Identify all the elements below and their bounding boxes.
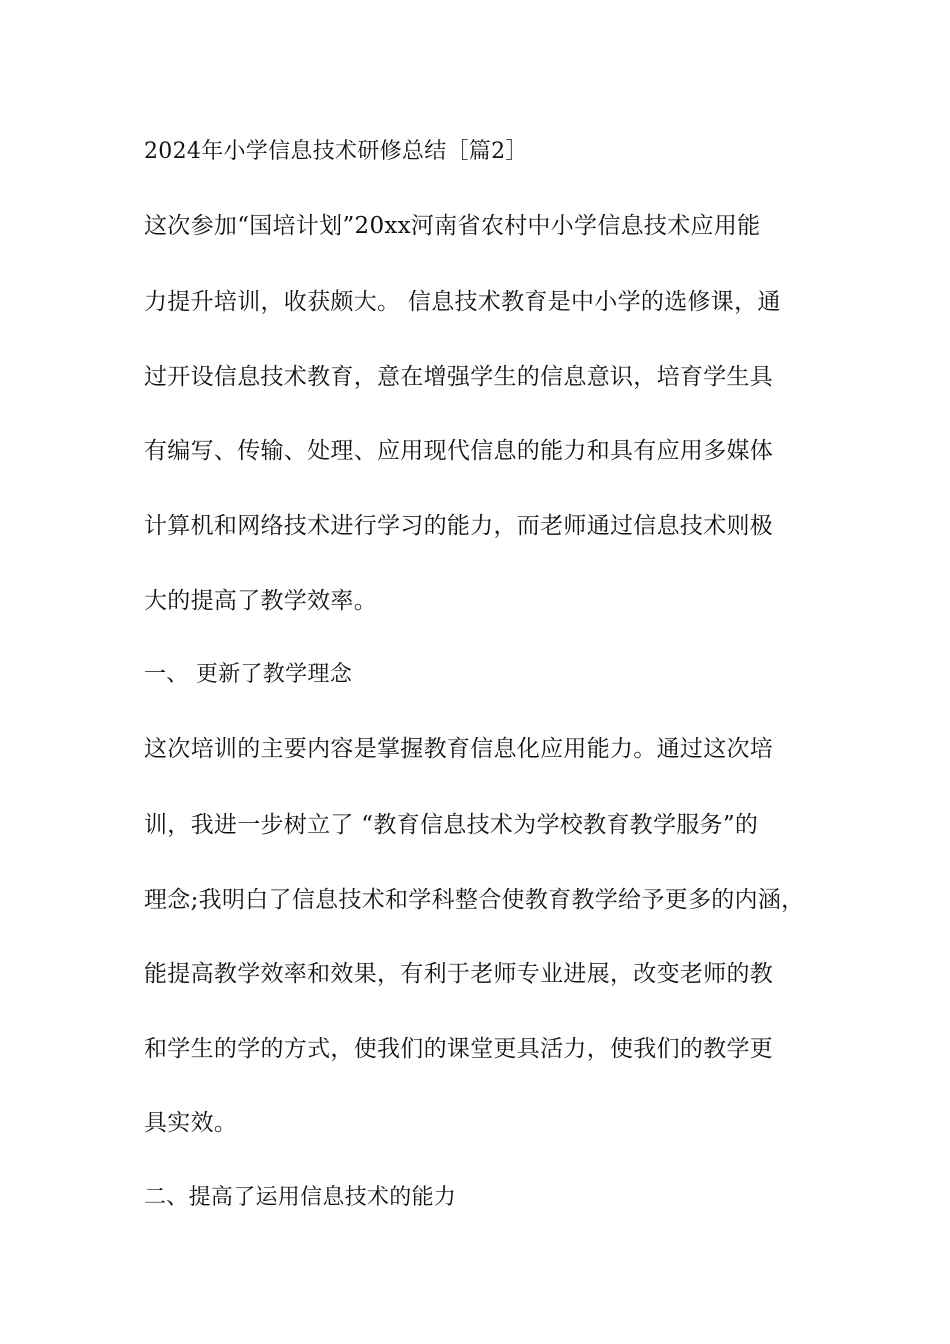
document-title: 2024年小学信息技术研修总结［篇2］: [144, 139, 528, 164]
paragraph-line: 这次参加“国培计划”20xx河南省农村中小学信息技术应用能: [144, 213, 761, 239]
paragraph-line: 训，我进一步树立了 “教育信息技术为学校教育教学服务”的: [144, 812, 759, 838]
paragraph-line: 能提高教学效率和效果，有利于老师专业进展，改变老师的教: [144, 961, 774, 987]
section-heading-1: 一、 更新了教学理念: [144, 662, 352, 687]
paragraph-line: 具实效。: [144, 1110, 238, 1136]
section-heading-2: 二、提高了运用信息技术的能力: [144, 1185, 457, 1210]
paragraph-line: 计算机和网络技术进行学习的能力，而老师通过信息技术则极: [144, 513, 774, 539]
paragraph-line: 和学生的学的方式，使我们的课堂更具活力，使我们的教学更: [144, 1036, 774, 1062]
paragraph-line: 过开设信息技术教育，意在增强学生的信息意识，培育学生具: [144, 364, 774, 390]
paragraph-line: 这次培训的主要内容是掌握教育信息化应用能力。通过这次培: [144, 736, 774, 762]
paragraph-line: 理念;我明白了信息技术和学科整合使教育教学给予更多的内涵，: [144, 887, 805, 913]
paragraph-line: 力提升培训，收获颇大。 信息技术教育是中小学的选修课，通: [144, 289, 781, 315]
paragraph-line: 大的提高了教学效率。: [144, 588, 377, 614]
paragraph-line: 有编写、传输、处理、应用现代信息的能力和具有应用多媒体: [144, 438, 774, 464]
